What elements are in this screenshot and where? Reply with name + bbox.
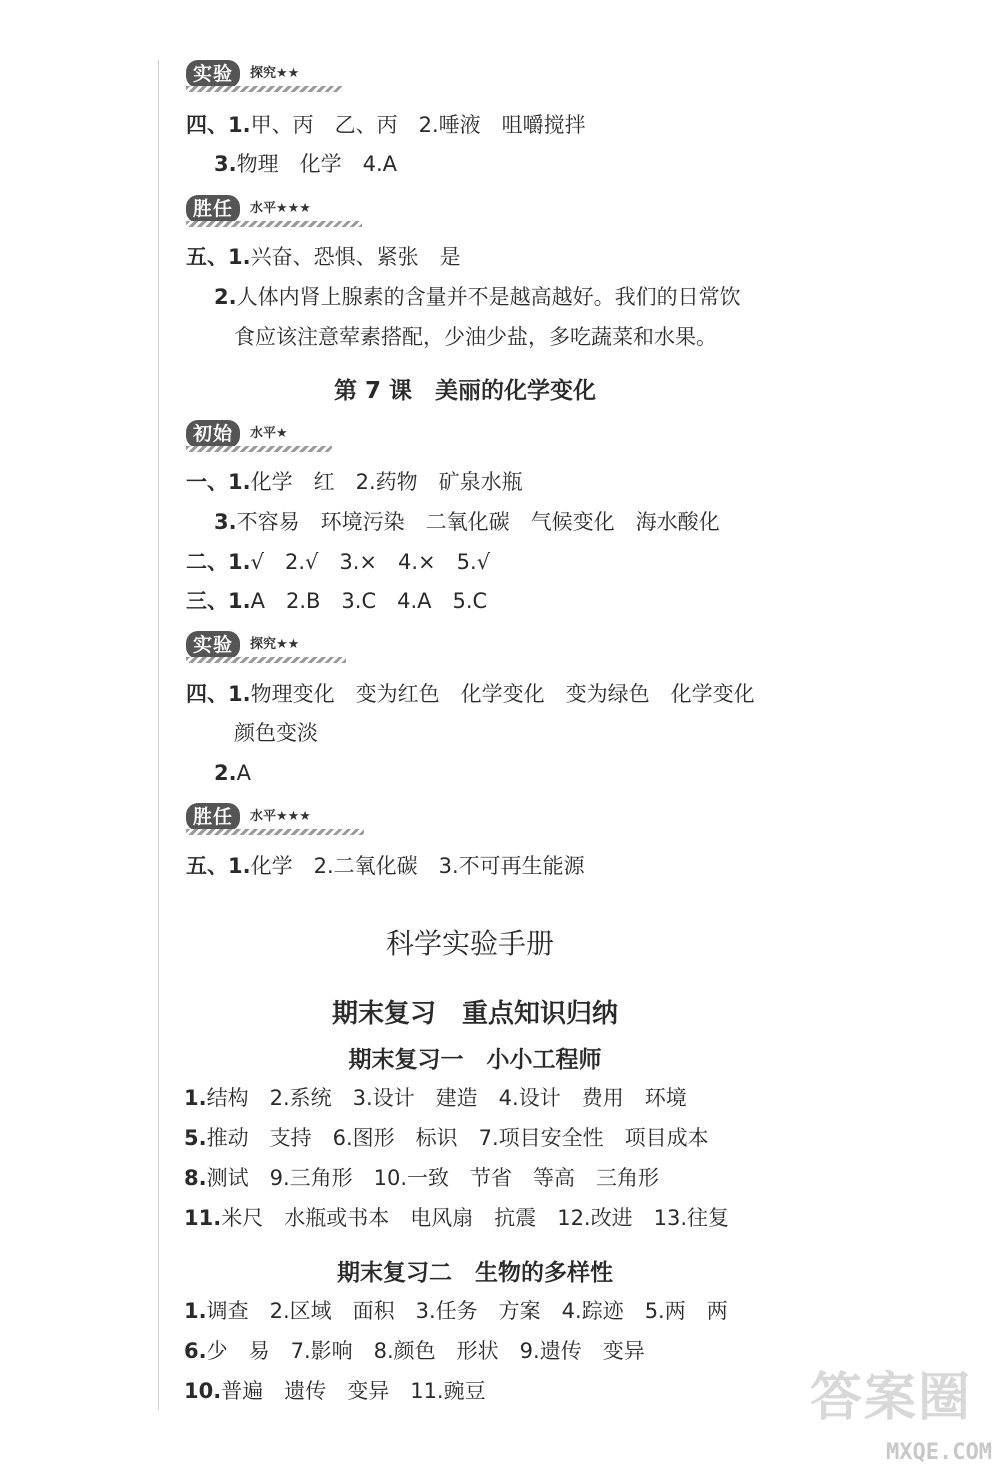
question-number: 5. bbox=[184, 1126, 207, 1150]
lesson-title: 第 7 课 美丽的化学变化 bbox=[333, 378, 597, 404]
question-number: 11. bbox=[184, 1206, 222, 1230]
badge-wave-underline bbox=[186, 829, 364, 835]
badge-subtitle: 水平★★★ bbox=[250, 201, 311, 216]
badge-tag: 胜任 bbox=[186, 195, 240, 223]
answer-line: 一、1.化学 红 2.药物 矿泉水瓶 bbox=[186, 470, 523, 494]
badge-subtitle: 水平★ bbox=[250, 426, 288, 441]
watermark-logo-text: 答案圈 bbox=[809, 1368, 972, 1428]
answer-line: 6.少 易 7.影响 8.颜色 形状 9.遗传 变异 bbox=[184, 1339, 645, 1363]
answer-line: 四、1.物理变化 变为红色 化学变化 变为绿色 化学变化 bbox=[186, 682, 755, 706]
badge-wave-underline bbox=[186, 657, 346, 663]
answer-line: 10.普遍 遗传 变异 11.豌豆 bbox=[184, 1379, 486, 1403]
badge-wave-underline bbox=[186, 86, 342, 92]
badge-initial bbox=[186, 418, 336, 452]
answer-line: 五、1.兴奋、恐惧、紧张 是 bbox=[186, 245, 461, 269]
badge-tag: 初始 bbox=[186, 420, 240, 448]
badge-wave-underline bbox=[186, 221, 362, 227]
badge-subtitle: 探究★★ bbox=[250, 66, 300, 81]
badge-competence bbox=[186, 193, 366, 227]
question-number: 四、1. bbox=[186, 113, 251, 137]
question-number: 2. bbox=[214, 761, 237, 785]
answer-line: 二、1.√ 2.√ 3.× 4.× 5.√ bbox=[186, 550, 491, 574]
page-margin-line bbox=[158, 60, 159, 1410]
answer-line: 2.人体内肾上腺素的含量并不是越高越好。我们的日常饮 bbox=[214, 285, 741, 309]
badge-subtitle: 水平★★★ bbox=[250, 809, 311, 824]
question-number: 一、1. bbox=[186, 470, 251, 494]
answer-line: 8.测试 9.三角形 10.一致 节省 等高 三角形 bbox=[184, 1166, 660, 1190]
badge-wave-underline bbox=[186, 446, 332, 452]
site-watermark bbox=[792, 1355, 992, 1465]
answer-line: 四、1.甲、丙 乙、丙 2.唾液 咀嚼搅拌 bbox=[186, 113, 586, 137]
question-number: 五、1. bbox=[186, 245, 251, 269]
badge-subtitle: 探究★★ bbox=[250, 637, 300, 652]
badge-experiment bbox=[186, 58, 346, 92]
question-number: 8. bbox=[184, 1166, 207, 1190]
answer-line: 五、1.化学 2.二氧化碳 3.不可再生能源 bbox=[186, 854, 585, 878]
answer-line: 1.结构 2.系统 3.设计 建造 4.设计 费用 环境 bbox=[184, 1086, 687, 1110]
badge-tag: 胜任 bbox=[186, 803, 240, 831]
section-title: 期末复习 重点知识归纳 bbox=[331, 999, 618, 1029]
answer-line: 5.推动 支持 6.图形 标识 7.项目安全性 项目成本 bbox=[184, 1126, 709, 1150]
badge-experiment bbox=[186, 629, 350, 663]
question-number: 6. bbox=[184, 1339, 207, 1363]
question-number: 1. bbox=[184, 1086, 207, 1110]
question-number: 三、1. bbox=[186, 589, 251, 613]
answer-line: 三、1.A 2.B 3.C 4.A 5.C bbox=[186, 589, 488, 613]
answer-line: 11.米尺 水瓶或书本 电风扇 抗震 12.改进 13.往复 bbox=[184, 1206, 729, 1230]
answer-line: 颜色变淡 bbox=[234, 721, 318, 745]
question-number: 二、1. bbox=[186, 550, 251, 574]
subsection-title: 期末复习一 小小工程师 bbox=[348, 1047, 602, 1073]
answer-line: 3.不容易 环境污染 二氧化碳 气候变化 海水酸化 bbox=[214, 510, 720, 534]
badge-tag: 实验 bbox=[186, 60, 240, 88]
question-number: 五、1. bbox=[186, 854, 251, 878]
question-number: 1. bbox=[184, 1299, 207, 1323]
question-number: 10. bbox=[184, 1379, 222, 1403]
question-number: 3. bbox=[214, 152, 237, 176]
question-number: 四、1. bbox=[186, 682, 251, 706]
subsection-title: 期末复习二 生物的多样性 bbox=[337, 1260, 613, 1286]
handbook-title: 科学实验手册 bbox=[385, 927, 554, 960]
question-number: 2. bbox=[214, 285, 237, 309]
watermark-url: MXQE.COM bbox=[886, 1440, 992, 1465]
badge-tag: 实验 bbox=[186, 631, 240, 659]
answer-line: 食应该注意荤素搭配，少油少盐，多吃蔬菜和水果。 bbox=[234, 325, 717, 349]
question-number: 3. bbox=[214, 510, 237, 534]
answer-line: 1.调查 2.区域 面积 3.任务 方案 4.踪迹 5.两 两 bbox=[184, 1299, 728, 1323]
answer-line: 2.A bbox=[214, 761, 251, 785]
badge-competence bbox=[186, 801, 368, 835]
answer-line: 3.物理 化学 4.A bbox=[214, 152, 397, 176]
